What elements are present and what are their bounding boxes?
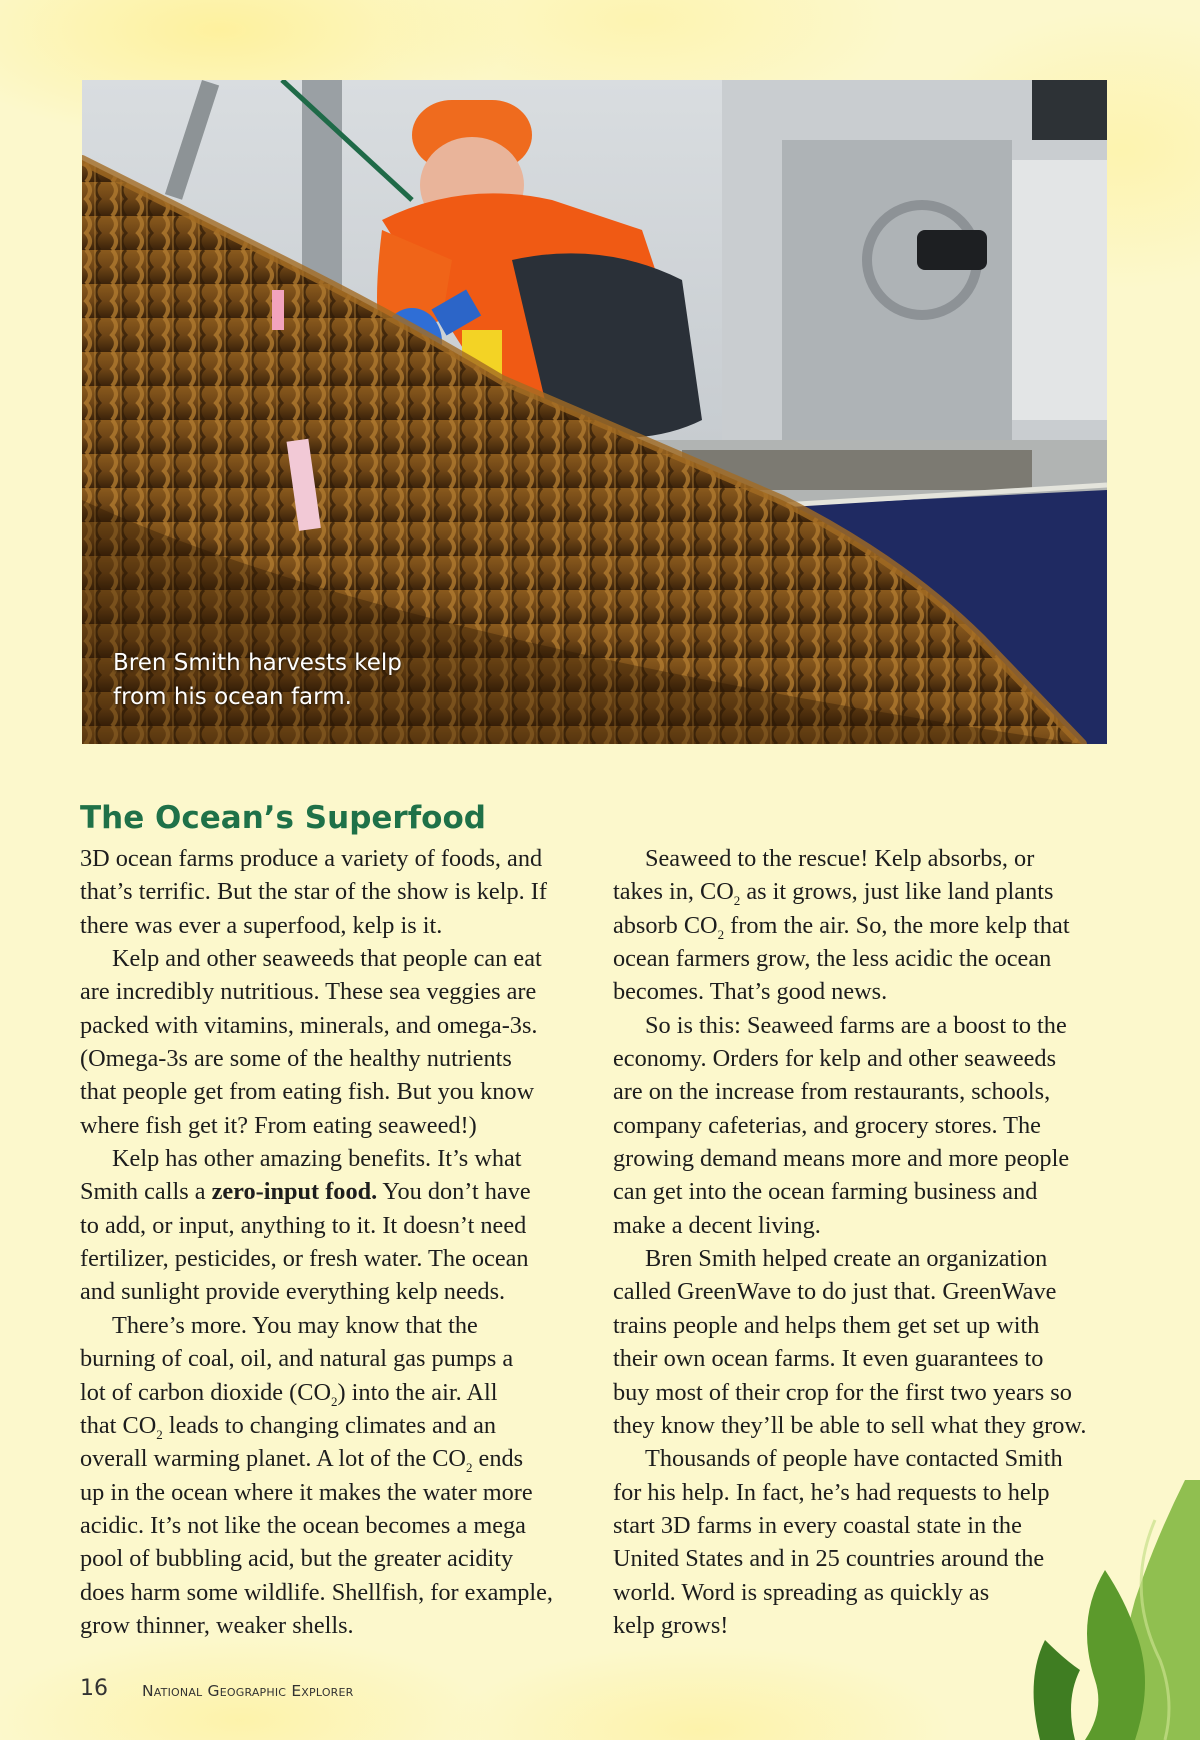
text-segment: ends: [472, 1445, 524, 1473]
text-line: economy. Orders for kelp and other seaweeds: [613, 1045, 1057, 1073]
text-line: they know they’ll be able to sell what they grow.: [613, 1411, 1087, 1439]
subscript: 2: [156, 1426, 163, 1442]
text-line: where fish get it? From eating seaweed!): [80, 1111, 477, 1139]
text-line: there was ever a superfood, kelp is it.: [80, 911, 443, 939]
subscript: 2: [331, 1393, 338, 1409]
text-line: kelp grows!: [613, 1611, 729, 1639]
text-line: buy most of their crop for the first two years so: [613, 1378, 1072, 1406]
text-line: called GreenWave to do just that. GreenWave: [613, 1278, 1057, 1306]
text-line: Seaweed to the rescue! Kelp absorbs, or: [645, 845, 1035, 872]
text-segment: overall warming planet. A lot of the CO: [80, 1445, 466, 1473]
text-segment: leads to changing climates and an: [162, 1411, 497, 1439]
text-segment: ) into the air. All: [337, 1378, 498, 1406]
text-line: are incredibly nutritious. These sea veggies are: [80, 978, 537, 1006]
text-line: company cafeterias, and grocery stores. The: [613, 1111, 1041, 1139]
text-segment: Smith calls a: [80, 1178, 212, 1206]
right-paragraph-2: [613, 1009, 1133, 1242]
zero-input-food-term: zero-input food.: [211, 1178, 378, 1206]
text-line: Kelp has other amazing benefits. It’s what: [112, 1145, 522, 1173]
magazine-name: National Geographic Explorer: [142, 1682, 354, 1700]
text-line: world. Word is spreading as quickly as: [613, 1578, 990, 1606]
text-line: There’s more. You may know that the: [112, 1311, 478, 1339]
text-line: [80, 1376, 615, 1409]
text-line: (Omega-3s are some of the healthy nutrients: [80, 1045, 512, 1073]
article-heading: The Ocean’s Superfood: [80, 800, 486, 836]
text-segment: You don’t have: [377, 1178, 531, 1206]
text-line: Bren Smith helped create an organization: [645, 1245, 1048, 1273]
kelp-decoration-icon: [985, 1480, 1200, 1740]
text-line: that people get from eating fish. But you know: [80, 1078, 535, 1106]
text-line: [613, 909, 1133, 942]
subscript: 2: [717, 926, 725, 942]
text-line: for his help. In fact, he’s had requests to help: [613, 1478, 1050, 1506]
text-line: Thousands of people have contacted Smith: [645, 1445, 1063, 1473]
text-segment: takes in, CO: [613, 878, 734, 906]
kelp-harvest-photo: [82, 80, 1107, 744]
photo-caption: Bren Smith harvests kelp from his ocean farm.: [113, 650, 402, 710]
text-line: does harm some wildlife. Shellfish, for example,: [80, 1578, 554, 1606]
text-segment: from the air. So, the more kelp that: [724, 911, 1070, 939]
text-line: are on the increase from restaurants, schools,: [613, 1078, 1051, 1106]
photo-illustration: [82, 80, 1107, 744]
text-line: fertilizer, pesticides, or fresh water. The ocean: [80, 1245, 529, 1273]
text-line: [80, 1409, 615, 1442]
text-line: their own ocean farms. It even guarantees to: [613, 1345, 1044, 1373]
text-line: becomes. That’s good news.: [613, 978, 888, 1006]
text-line: that’s terrific. But the star of the show is kelp. If: [80, 878, 547, 906]
text-line: pool of bubbling acid, but the greater acidity: [80, 1545, 514, 1573]
text-line: trains people and helps them get set up with: [613, 1311, 1040, 1339]
subscript: 2: [465, 1460, 473, 1476]
text-line: [613, 875, 1133, 908]
text-segment: lot of carbon dioxide (CO: [80, 1378, 332, 1406]
text-line: burning of coal, oil, and natural gas pumps a: [80, 1345, 514, 1373]
text-line: packed with vitamins, minerals, and omega-3s.: [80, 1011, 538, 1039]
subscript: 2: [733, 893, 741, 909]
text-segment: absorb CO: [613, 911, 718, 939]
right-paragraph-3: [613, 1242, 1133, 1442]
text-segment: that CO: [80, 1411, 157, 1439]
right-paragraph-1: [613, 842, 1133, 1009]
text-line: acidic. It’s not like the ocean becomes a mega: [80, 1511, 526, 1539]
text-line: can get into the ocean farming business and: [613, 1178, 1038, 1206]
text-line: 3D ocean farms produce a variety of foods, and: [80, 845, 543, 872]
text-line: start 3D farms in every coastal state in the: [613, 1511, 1022, 1539]
text-line: and sunlight provide everything kelp needs.: [80, 1278, 506, 1306]
text-line: [80, 1442, 615, 1475]
text-line: So is this: Seaweed farms are a boost to the: [645, 1011, 1067, 1039]
left-paragraph-2: [80, 942, 615, 1142]
text-line: make a decent living.: [613, 1211, 821, 1239]
text-line: grow thinner, weaker shells.: [80, 1611, 354, 1639]
text-line: growing demand means more and more people: [613, 1145, 1070, 1173]
text-segment: as it grows, just like land plants: [740, 878, 1054, 906]
text-line: up in the ocean where it makes the water more: [80, 1478, 533, 1506]
left-paragraph-4: [80, 1309, 615, 1642]
text-line: [80, 1175, 615, 1208]
text-line: ocean farmers grow, the less acidic the ocean: [613, 945, 1052, 973]
text-line: Kelp and other seaweeds that people can eat: [112, 945, 542, 973]
text-line: to add, or input, anything to it. It doesn’t need: [80, 1211, 527, 1239]
text-line: United States and in 25 countries around the: [613, 1545, 1045, 1573]
left-paragraph-1: [80, 842, 615, 942]
page-number: 16: [80, 1676, 108, 1701]
left-paragraph-3: [80, 1142, 615, 1309]
left-column: [80, 842, 615, 1642]
